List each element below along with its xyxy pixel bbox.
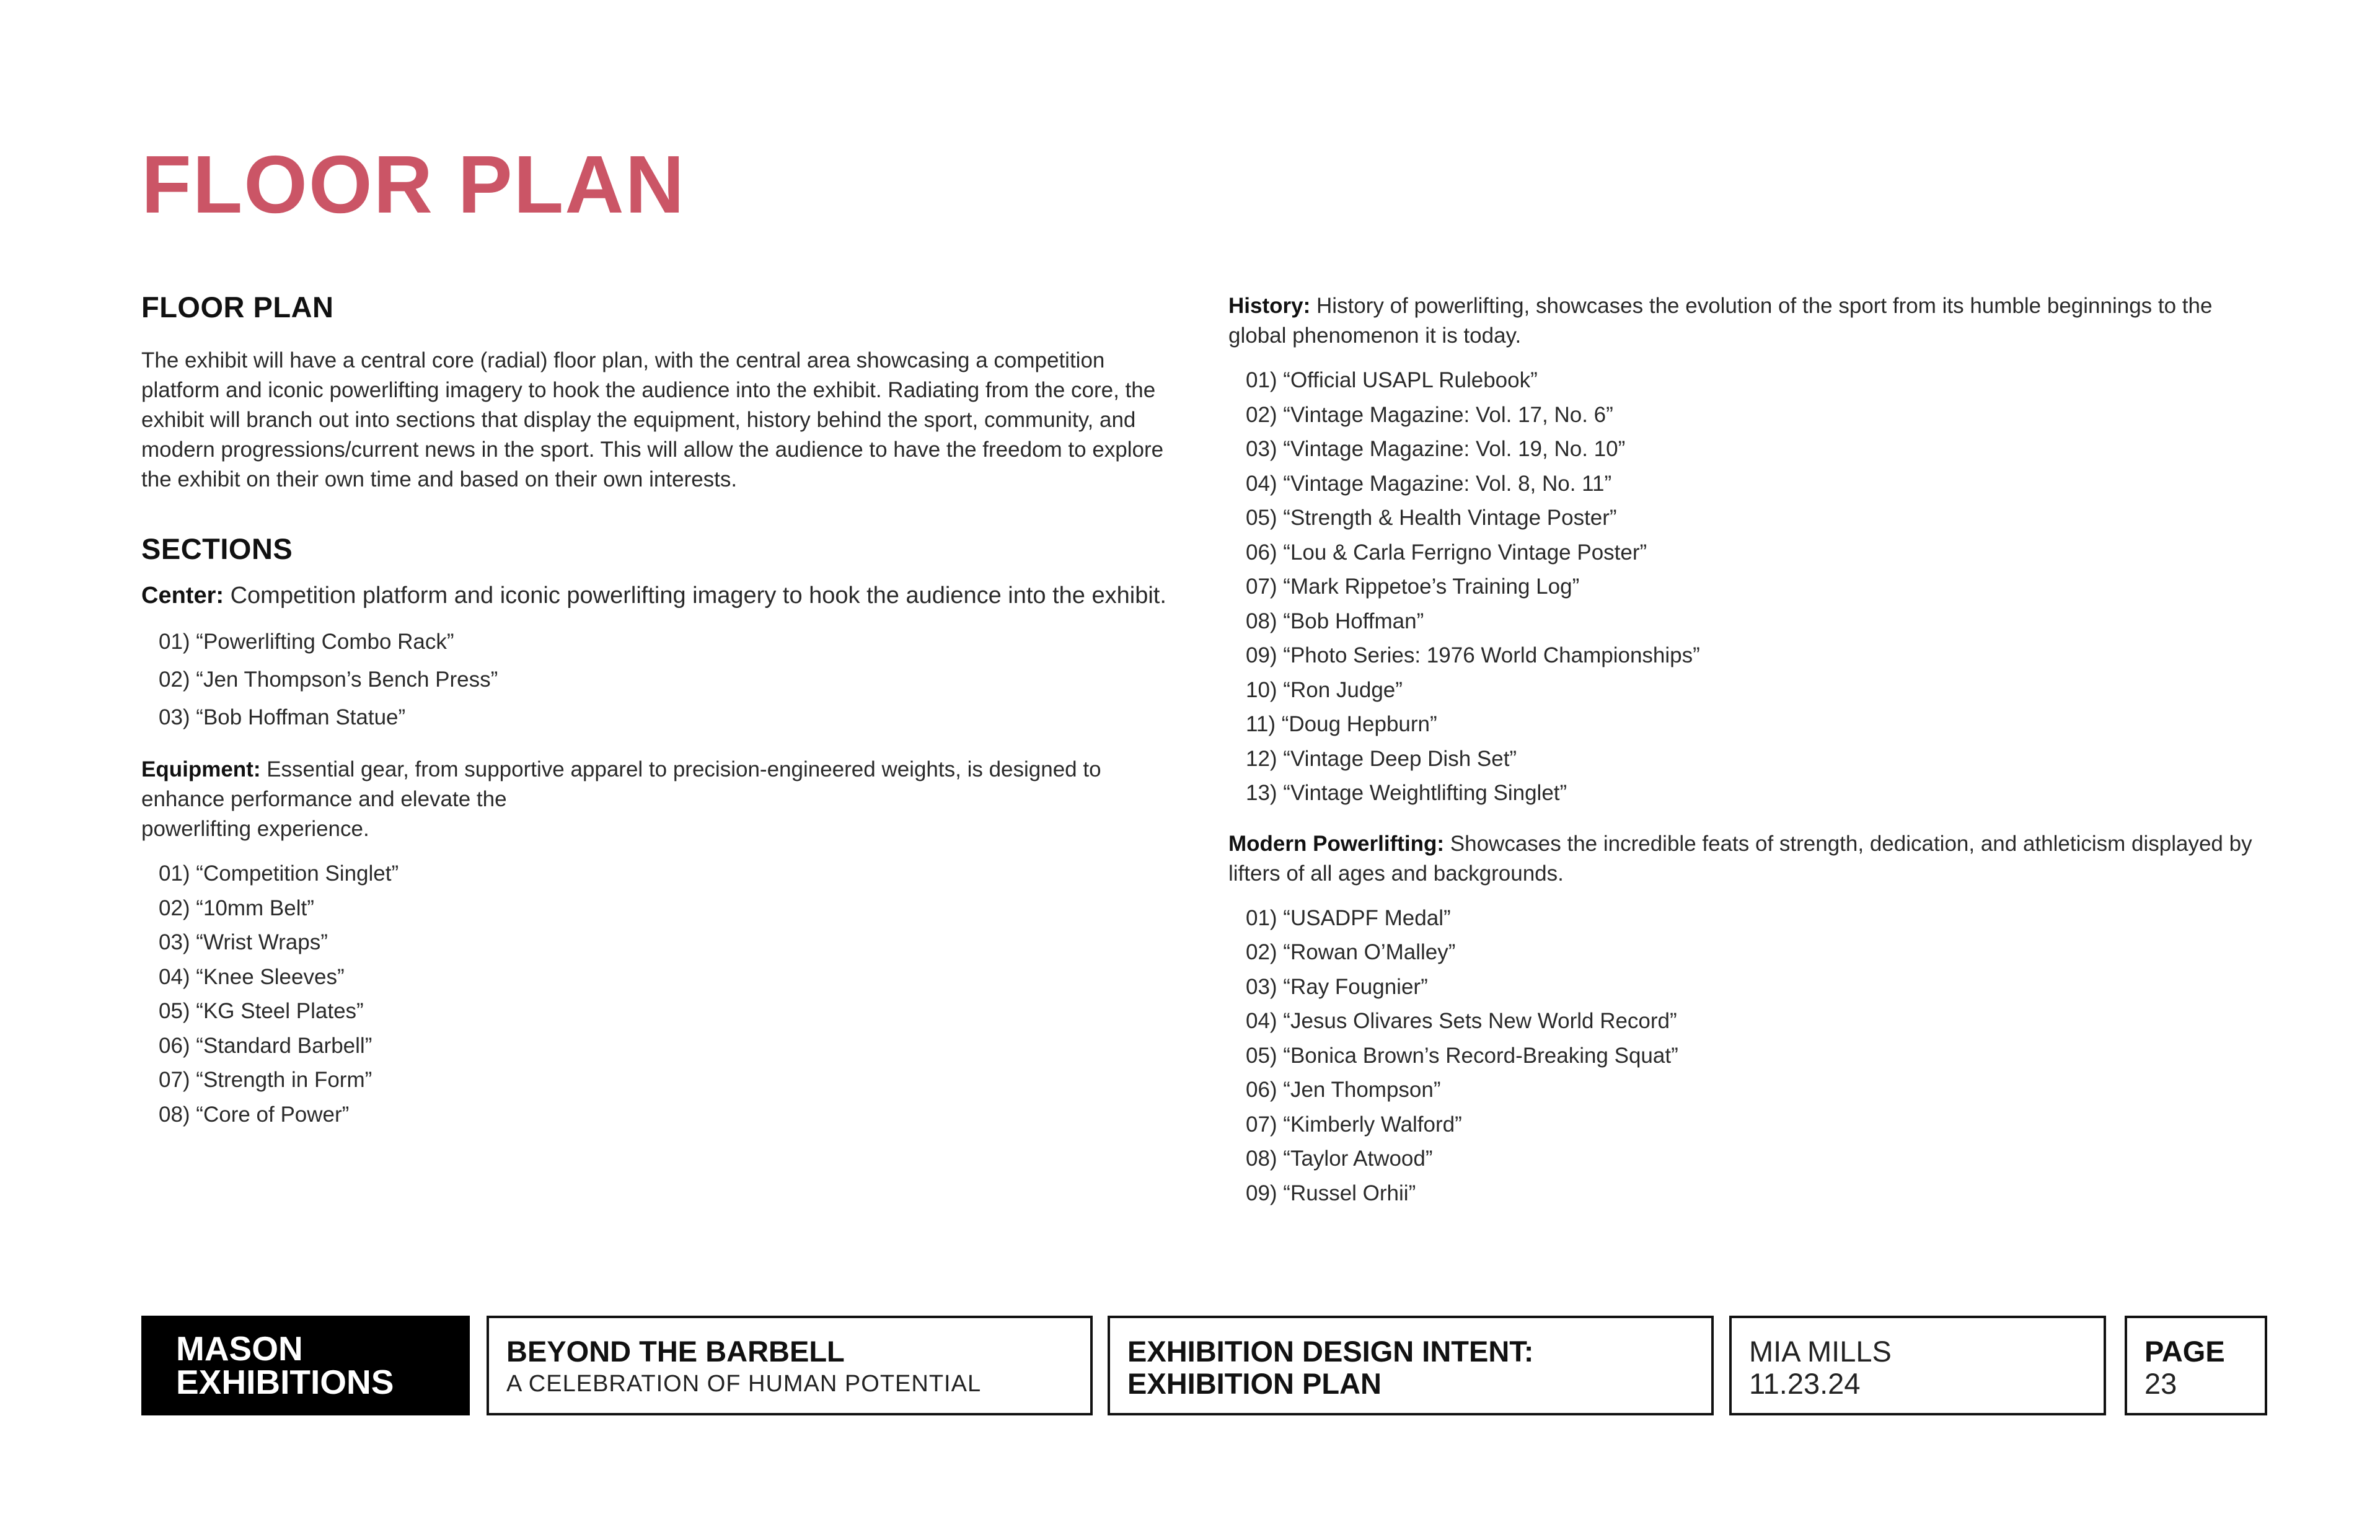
right-column [1228, 291, 2257, 1210]
page-title: FLOOR PLAN [141, 139, 685, 230]
list-item: 05) “KG Steel Plates” [159, 999, 364, 1024]
list-item: 09) “Russel Orhii” [1246, 1181, 1416, 1205]
history-list [1228, 363, 2257, 811]
page-label: PAGE [2144, 1335, 2225, 1368]
brand-line-2: EXHIBITIONS [176, 1363, 394, 1401]
list-item: 07) “Mark Rippetoe’s Training Log” [1246, 574, 1580, 599]
list-item: 01) “USADPF Medal” [1246, 905, 1451, 930]
list-item: 10) “Ron Judge” [1246, 677, 1403, 702]
list-item: 04) “Knee Sleeves” [159, 964, 345, 989]
center-text: Competition platform and iconic powerlifting imagery to hook the audience into the exhibit. [224, 583, 1166, 609]
left-column [141, 291, 1176, 1132]
footer-document-title [1108, 1316, 1714, 1415]
list-item: 04) “Vintage Magazine: Vol. 8, No. 11” [1246, 471, 1612, 496]
center-label: Center: [141, 583, 224, 609]
list-item: 02) “10mm Belt” [159, 895, 314, 920]
footer-page-number [2125, 1316, 2267, 1415]
list-item: 01) “Competition Singlet” [159, 861, 399, 886]
list-item: 06) “Standard Barbell” [159, 1033, 372, 1058]
modern-label: Modern Powerlifting: [1228, 831, 1445, 856]
list-item: 03) “Bob Hoffman Statue” [159, 705, 406, 730]
equipment-intro [141, 755, 1176, 844]
brand-line-1: MASON [176, 1329, 303, 1368]
modern-intro [1228, 829, 2257, 889]
document-line-1: EXHIBITION DESIGN INTENT: [1127, 1335, 1534, 1368]
footer-brand [141, 1316, 470, 1415]
exhibit-name: BEYOND THE BARBELL [506, 1335, 845, 1368]
list-item: 11) “Doug Hepburn” [1246, 712, 1437, 736]
list-item: 08) “Taylor Atwood” [1246, 1146, 1433, 1171]
list-item: 07) “Kimberly Walford” [1246, 1112, 1462, 1137]
modern-list [1228, 901, 2257, 1211]
list-item: 13) “Vintage Weightlifting Singlet” [1246, 781, 1567, 805]
document-line-2: EXHIBITION PLAN [1127, 1367, 1382, 1400]
equipment-label: Equipment: [141, 757, 261, 782]
list-item: 05) “Strength & Health Vintage Poster” [1246, 506, 1617, 530]
center-list [141, 623, 1176, 736]
modern-text: Showcases the incredible feats of strength, dedication, and athleticism displayed by lifters of all ages and backgrounds. [1228, 831, 2252, 886]
list-item: 08) “Core of Power” [159, 1102, 350, 1127]
list-item: 09) “Photo Series: 1976 World Championships” [1246, 643, 1700, 667]
equipment-text: Essential gear, from supportive apparel to precision-engineered weights, is designed to enhance performance and elevate the [141, 757, 1101, 812]
list-item: 03) “Ray Fougnier” [1246, 974, 1428, 999]
page-number: 23 [2144, 1367, 2177, 1400]
history-text: History of powerlifting, showcases the evolution of the sport from its humble beginnings to the global phenomenon it is today. [1228, 294, 2213, 348]
floor-plan-heading: FLOOR PLAN [141, 291, 334, 323]
history-intro [1228, 291, 2257, 351]
list-item: 01) “Powerlifting Combo Rack” [159, 630, 454, 654]
footer-author [1729, 1316, 2106, 1415]
floor-plan-description: The exhibit will have a central core (radial) floor plan, with the central area showcasing a competition platform and iconic powerlifting imagery to hook the audience into the exhibit. Radiating from the core, the exhibit will branch out into sections that display the equipment, history behind the sport, community, and modern progressions/current news in the sport. This will allow the audience to have the freedom to explore the exhibit on their own time and based on their own interests. [141, 348, 1164, 491]
sections-heading: SECTIONS [141, 532, 293, 565]
list-item: 02) “Jen Thompson’s Bench Press” [159, 667, 498, 692]
list-item: 01) “Official USAPL Rulebook” [1246, 368, 1538, 392]
exhibit-subtitle: A CELEBRATION OF HUMAN POTENTIAL [506, 1371, 982, 1397]
list-item: 02) “Rowan O’Malley” [1246, 940, 1456, 964]
list-item: 06) “Lou & Carla Ferrigno Vintage Poster” [1246, 540, 1647, 565]
list-item: 02) “Vintage Magazine: Vol. 17, No. 6” [1246, 402, 1613, 427]
author-name: MIA MILLS [1749, 1335, 1892, 1368]
footer-exhibit-title [487, 1316, 1093, 1415]
center-intro [141, 581, 1176, 610]
history-label: History: [1228, 294, 1311, 318]
list-item: 03) “Vintage Magazine: Vol. 19, No. 10” [1246, 437, 1626, 461]
equipment-text-cont: powerlifting experience. [141, 817, 369, 842]
list-item: 08) “Bob Hoffman” [1246, 609, 1424, 633]
list-item: 04) “Jesus Olivares Sets New World Record” [1246, 1009, 1677, 1033]
list-item: 07) “Strength in Form” [159, 1068, 372, 1093]
list-item: 06) “Jen Thompson” [1246, 1078, 1441, 1102]
list-item: 05) “Bonica Brown’s Record-Breaking Squat” [1246, 1043, 1678, 1068]
list-item: 12) “Vintage Deep Dish Set” [1246, 746, 1517, 771]
document-date: 11.23.24 [1749, 1367, 1861, 1400]
equipment-list [141, 856, 1176, 1132]
list-item: 03) “Wrist Wraps” [159, 930, 328, 955]
